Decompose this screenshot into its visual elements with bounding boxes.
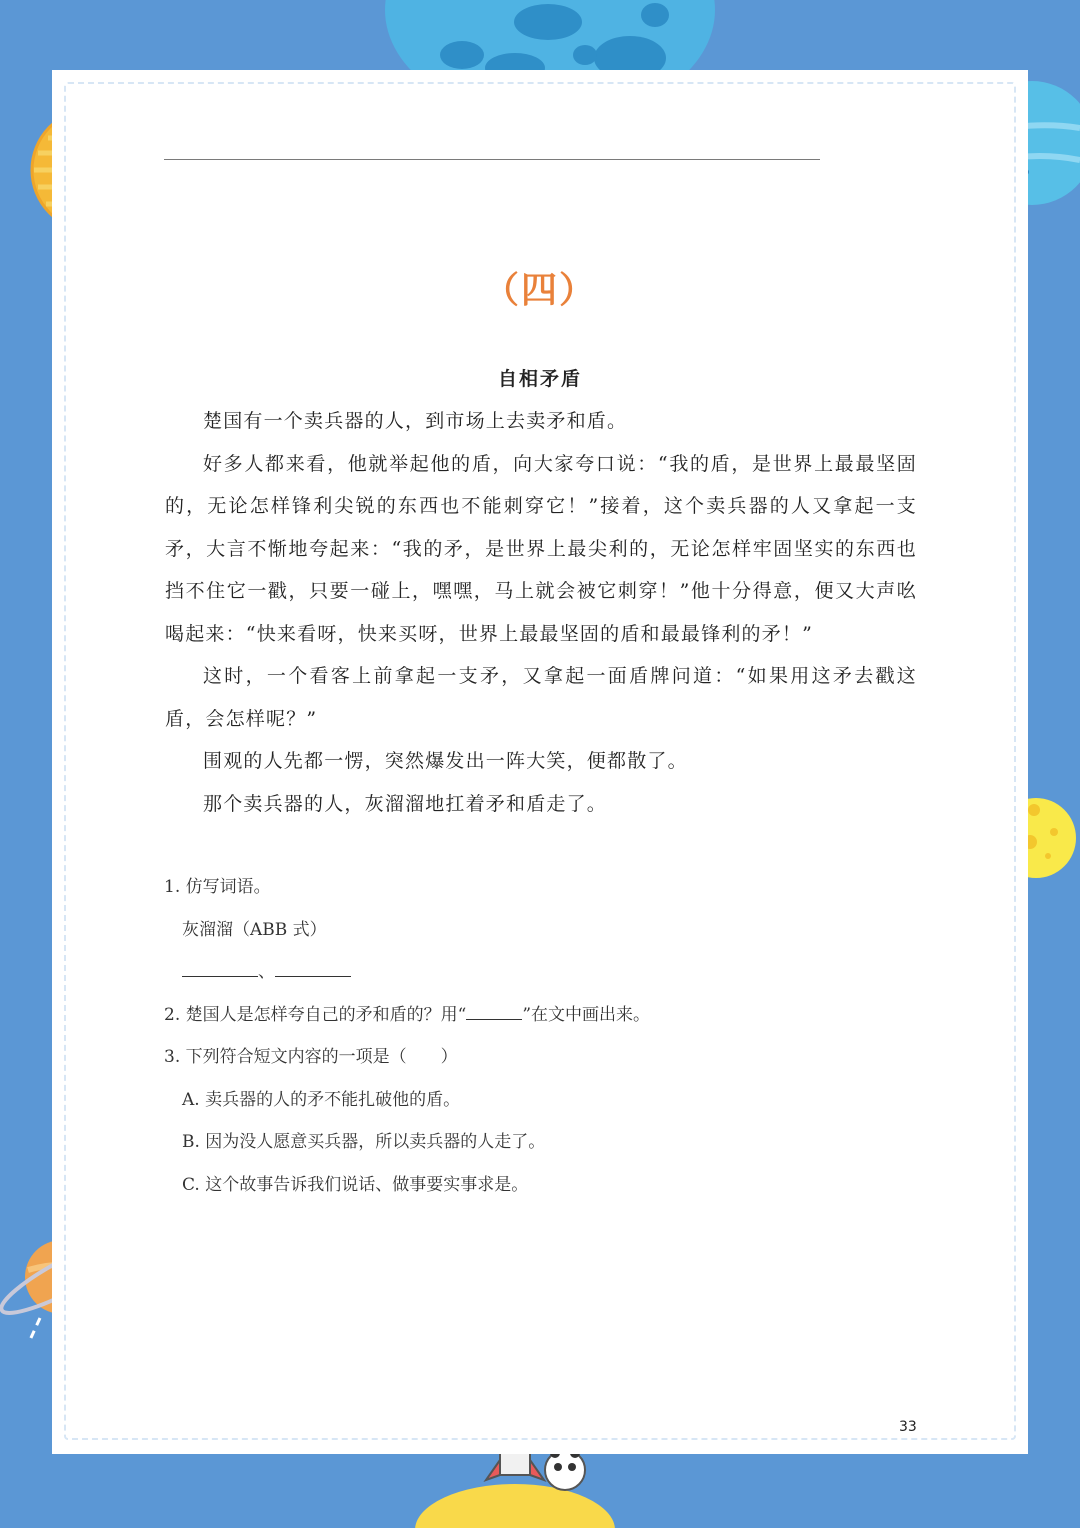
question-1-example: 灰溜溜（ABB 式） bbox=[182, 919, 327, 940]
question-1-answer-line bbox=[164, 951, 924, 994]
question-2-prefix: 2. 楚国人是怎样夸自己的矛和盾的？用“ bbox=[164, 1004, 467, 1025]
question-2 bbox=[164, 994, 924, 1037]
answer-blank-1[interactable] bbox=[182, 962, 258, 977]
story-body bbox=[165, 400, 917, 825]
page-number: 33 bbox=[899, 1419, 917, 1435]
answer-separator: 、 bbox=[258, 962, 275, 982]
option-b[interactable]: B. 因为没人愿意买兵器，所以卖兵器的人走了。 bbox=[182, 1132, 546, 1152]
header-rule bbox=[164, 159, 820, 160]
story-paragraph: 这时，一个看客上前拿起一支矛，又拿起一面盾牌问道：“如果用这矛去戳这盾，会怎样呢？” bbox=[165, 665, 917, 730]
question-3: 3. 下列符合短文内容的一项是（ ） bbox=[164, 1047, 458, 1067]
question-1: 1. 仿写词语。 bbox=[164, 877, 271, 897]
story-paragraph: 围观的人先都一愣，突然爆发出一阵大笑，便都散了。 bbox=[203, 750, 688, 772]
story-paragraph: 楚国有一个卖兵器的人，到市场上去卖矛和盾。 bbox=[203, 410, 628, 432]
underline-sample bbox=[466, 1005, 522, 1020]
answer-blank-2[interactable] bbox=[275, 962, 351, 977]
story-paragraph: 好多人都来看，他就举起他的盾，向大家夸口说：“我的盾，是世界上最最坚固的，无论怎样锋利尖锐的东西也不能刺穿它！”接着，这个卖兵器的人又拿起一支矛，大言不惭地夸起来：“我的矛，是世界上最尖利的，无论怎样牢固坚实的东西也挡不住它一戳，只要一碰上，嘿嘿，马上就会被它刺穿！”他十分得意，便又大声吆喝起来：“快来看呀，快来买呀，世界上最最坚固的盾和最最锋利的矛！” bbox=[165, 452, 917, 645]
option-a[interactable]: A. 卖兵器的人的矛不能扎破他的盾。 bbox=[182, 1089, 461, 1110]
story-paragraph: 那个卖兵器的人，灰溜溜地扛着矛和盾走了。 bbox=[203, 792, 608, 815]
story-title: 自相矛盾 bbox=[497, 368, 582, 390]
questions-section bbox=[164, 866, 924, 1206]
question-2-suffix: ”在文中画出来。 bbox=[522, 1004, 651, 1025]
section-number: （四） bbox=[482, 270, 597, 311]
option-c[interactable]: C. 这个故事告诉我们说话、做事要实事求是。 bbox=[182, 1174, 529, 1195]
